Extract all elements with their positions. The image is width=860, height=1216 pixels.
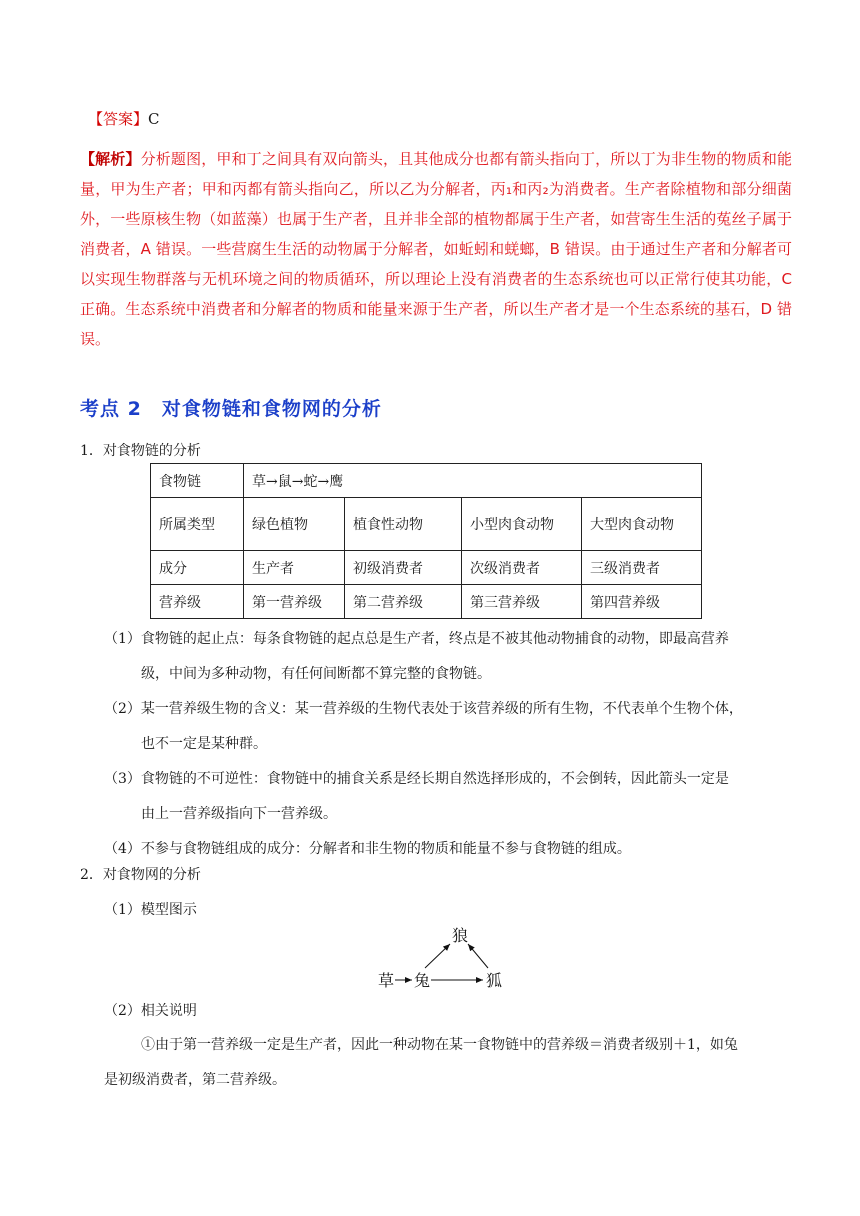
item-text: 食物链的起止点：每条食物链的起点总是生产者，终点是不被其他动物捕食的动物，即最高营养 [140, 631, 729, 647]
item-number: （4） [104, 841, 141, 857]
list-item [104, 832, 792, 867]
table-cell: 第三营养级 [462, 585, 582, 619]
analysis-text: 分析题图，甲和丁之间具有双向箭头，且其他成分也都有箭头指向丁，所以丁为非生物的物质和能量，甲为生产者；甲和丙都有箭头指向乙，所以乙为分解者，丙₁和丙₂为消费者。生产者除植物和部分细菌外，一些原核生物（如蓝藻）也属于生产者，且并非全部的植物都属于生产者，如营寄生生活的菟丝子属于消费者，A 错误。一些营腐生生活的动物属于分解者，如蚯蚓和蜣螂，B 错误。由于通过生产者和分解者可以实现生物群落与无机环境之间的物质循环，所以理论上没有消费者的生态系统也可以正常行使其功能，C 正确。生态系统中消费者和分解者的物质和能量来源于生产者，所以生产者才是一个生态系统的基石，D 错误。 [80, 150, 792, 348]
table-cell: 大型肉食动物 [582, 498, 702, 551]
table-cell: 小型肉食动物 [462, 498, 582, 551]
arrow-fox-wolf [468, 944, 488, 968]
table-row [151, 551, 702, 585]
table-row [151, 464, 702, 498]
note-line-1: ①由于第一营养级一定是生产者，因此一种动物在某一食物链中的营养级＝消费者级别＋1，如兔 [141, 1037, 738, 1053]
node-grass: 草 [378, 971, 395, 990]
item-text: 食物链的不可逆性：食物链中的捕食关系是经长期自然选择形成的，不会倒转，因此箭头一定是 [140, 771, 729, 787]
table-cell: 所属类型 [151, 498, 244, 551]
food-chain-table [150, 463, 702, 619]
list-item [104, 622, 792, 692]
item-number: （1） [104, 631, 141, 647]
answer-value: C [148, 110, 160, 128]
table-cell: 第四营养级 [582, 585, 702, 619]
table-cell: 生产者 [244, 551, 345, 585]
table-row [151, 585, 702, 619]
item-text-continued: 级，中间为多种动物，有任何间断都不算完整的食物链。 [141, 666, 491, 682]
node-wolf: 狼 [452, 926, 469, 945]
table-cell: 初级消费者 [345, 551, 462, 585]
table-cell: 营养级 [151, 585, 244, 619]
analysis-paragraph [80, 144, 792, 354]
section-title: 考点 2 对食物链和食物网的分析 [80, 398, 382, 420]
table-cell: 第二营养级 [345, 585, 462, 619]
item-number: （2） [104, 701, 141, 717]
table-cell: 食物链 [151, 464, 244, 498]
item-text: 不参与食物链组成的成分：分解者和非生物的物质和能量不参与食物链的组成。 [140, 841, 631, 857]
table-cell: 植食性动物 [345, 498, 462, 551]
answer-line [88, 108, 160, 129]
table-cell: 第一营养级 [244, 585, 345, 619]
part1-heading: 1．对食物链的分析 [80, 443, 201, 459]
part2-heading: 2．对食物网的分析 [80, 867, 201, 883]
item-text-continued: 由上一营养级指向下一营养级。 [141, 806, 337, 822]
list-item [104, 762, 792, 832]
analysis-tag: 【解析】 [80, 150, 141, 168]
arrow-rabbit-wolf [425, 944, 450, 968]
item-text: 某一营养级生物的含义：某一营养级的生物代表处于该营养级的所有生物，不代表单个生物个体， [140, 701, 743, 717]
node-rabbit: 兔 [414, 971, 431, 990]
table-row [151, 498, 702, 551]
answer-tag: 【答案】 [88, 110, 149, 128]
food-web-diagram [368, 922, 518, 992]
item-number: （3） [104, 771, 141, 787]
table-cell: 绿色植物 [244, 498, 345, 551]
table-cell: 三级消费者 [582, 551, 702, 585]
note-line-2: 是初级消费者，第二营养级。 [104, 1072, 286, 1088]
part2-sub2: （2）相关说明 [104, 1003, 197, 1019]
table-cell: 次级消费者 [462, 551, 582, 585]
table-cell: 成分 [151, 551, 244, 585]
list-item [104, 692, 792, 762]
table-cell: 草→鼠→蛇→鹰 [244, 464, 702, 498]
node-fox: 狐 [486, 971, 503, 990]
part2-sub1: （1）模型图示 [104, 902, 197, 918]
item-text-continued: 也不一定是某种群。 [141, 736, 267, 752]
